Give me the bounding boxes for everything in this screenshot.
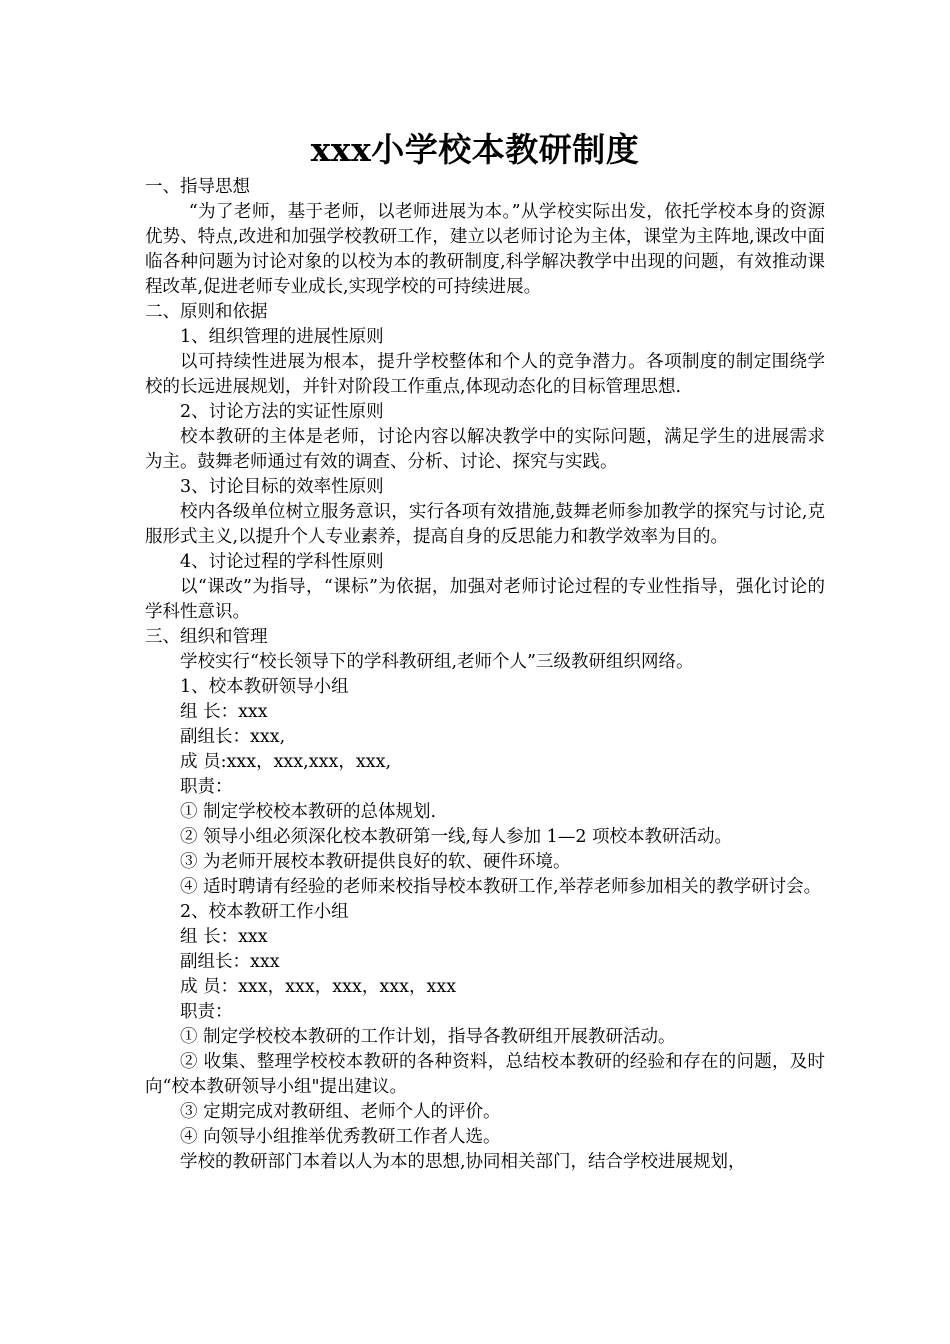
paragraph: ① 制定学校校本教研的工作计划，指导各教研组开展教研活动。 [180, 1027, 676, 1047]
paragraph: 学校实行“校长领导下的学科教研组,老师个人”三级教研组织网络。 [180, 652, 694, 672]
paragraph: 副组长：xxx, [180, 727, 286, 747]
paragraph: 副组长：xxx [180, 952, 280, 972]
paragraph: 学校的教研部门本着以人为本的思想,协同相关部门，结合学校进展规划， [180, 1152, 746, 1172]
paragraph: 职责： [180, 1002, 233, 1022]
paragraph: ② 领导小组必须深化校本教研第一线,每人参加 1—2 项校本教研活动。 [180, 827, 733, 847]
paragraph: 2、讨论方法的实证性原则 [180, 402, 384, 422]
paragraph: ④ 向领导小组推举优秀教研工作者人选。 [180, 1127, 501, 1147]
paragraph: 以“课改”为指导，“课标”为依据，加强对老师讨论过程的专业性指导，强化讨论的学科性意识。 [145, 577, 825, 622]
paragraph: ① 制定学校校本教研的总体规划. [180, 802, 437, 822]
paragraph: 2、校本教研工作小组 [180, 902, 349, 922]
paragraph: 二、原则和依据 [145, 302, 268, 322]
paragraph: 以可持续性进展为根本，提升学校整体和个人的竞争潜力。各项制度的制定围绕学校的长远进展规划，并针对阶段工作重点,体现动态化的目标管理思想. [145, 352, 825, 397]
paragraph: ② 收集、整理学校校本教研的各种资料，总结校本教研的经验和存在的问题，及时向“校本教研领导小组"提出建议。 [145, 1052, 825, 1097]
paragraph: 成 员：xxx，xxx，xxx，xxx，xxx [180, 977, 457, 997]
paragraph: “为了老师，基于老师，以老师进展为本。”从学校实际出发，依托学校本身的资源优势、特点,改进和加强学校教研工作，建立以老师讨论为主体，课堂为主阵地,课改中面临各种问题为讨论对象的以校为本的教研制度,科学解决教学中出现的问题，有效推动课程改革,促进老师专业成长,实现学校的可持续进展。 [145, 202, 825, 297]
paragraph: 4、讨论过程的学科性原则 [180, 552, 384, 572]
paragraph: 1、组织管理的进展性原则 [180, 327, 384, 347]
paragraph: ③ 为老师开展校本教研提供良好的软、硬件环境。 [180, 852, 571, 872]
document-body [145, 175, 825, 1175]
paragraph: ④ 适时聘请有经验的老师来校指导校本教研工作,举荐老师参加相关的教学研讨会。 [180, 877, 822, 897]
paragraph: 一、指导思想 [145, 177, 250, 197]
paragraph: 校内各级单位树立服务意识，实行各项有效措施,鼓舞老师参加教学的探究与讨论,克服形式主义,以提升个人专业素养，提高自身的反思能力和教学效率为目的。 [145, 502, 825, 547]
paragraph: 组 长：xxx [180, 702, 268, 722]
paragraph: 成 员:xxx，xxx,xxx，xxx, [180, 752, 392, 772]
document-title: xxx小学校本教研制度 [310, 130, 640, 169]
paragraph: 三、组织和管理 [145, 627, 268, 647]
paragraph: 组 长：xxx [180, 927, 268, 947]
paragraph: 3、讨论目标的效率性原则 [180, 477, 384, 497]
paragraph: 1、校本教研领导小组 [180, 677, 349, 697]
paragraph: ③ 定期完成对教研组、老师个人的评价。 [180, 1102, 501, 1122]
paragraph: 职责： [180, 777, 233, 797]
paragraph: 校本教研的主体是老师，讨论内容以解决教学中的实际问题，满足学生的进展需求为主。鼓舞老师通过有效的调查、分析、讨论、探究与实践。 [145, 427, 825, 472]
